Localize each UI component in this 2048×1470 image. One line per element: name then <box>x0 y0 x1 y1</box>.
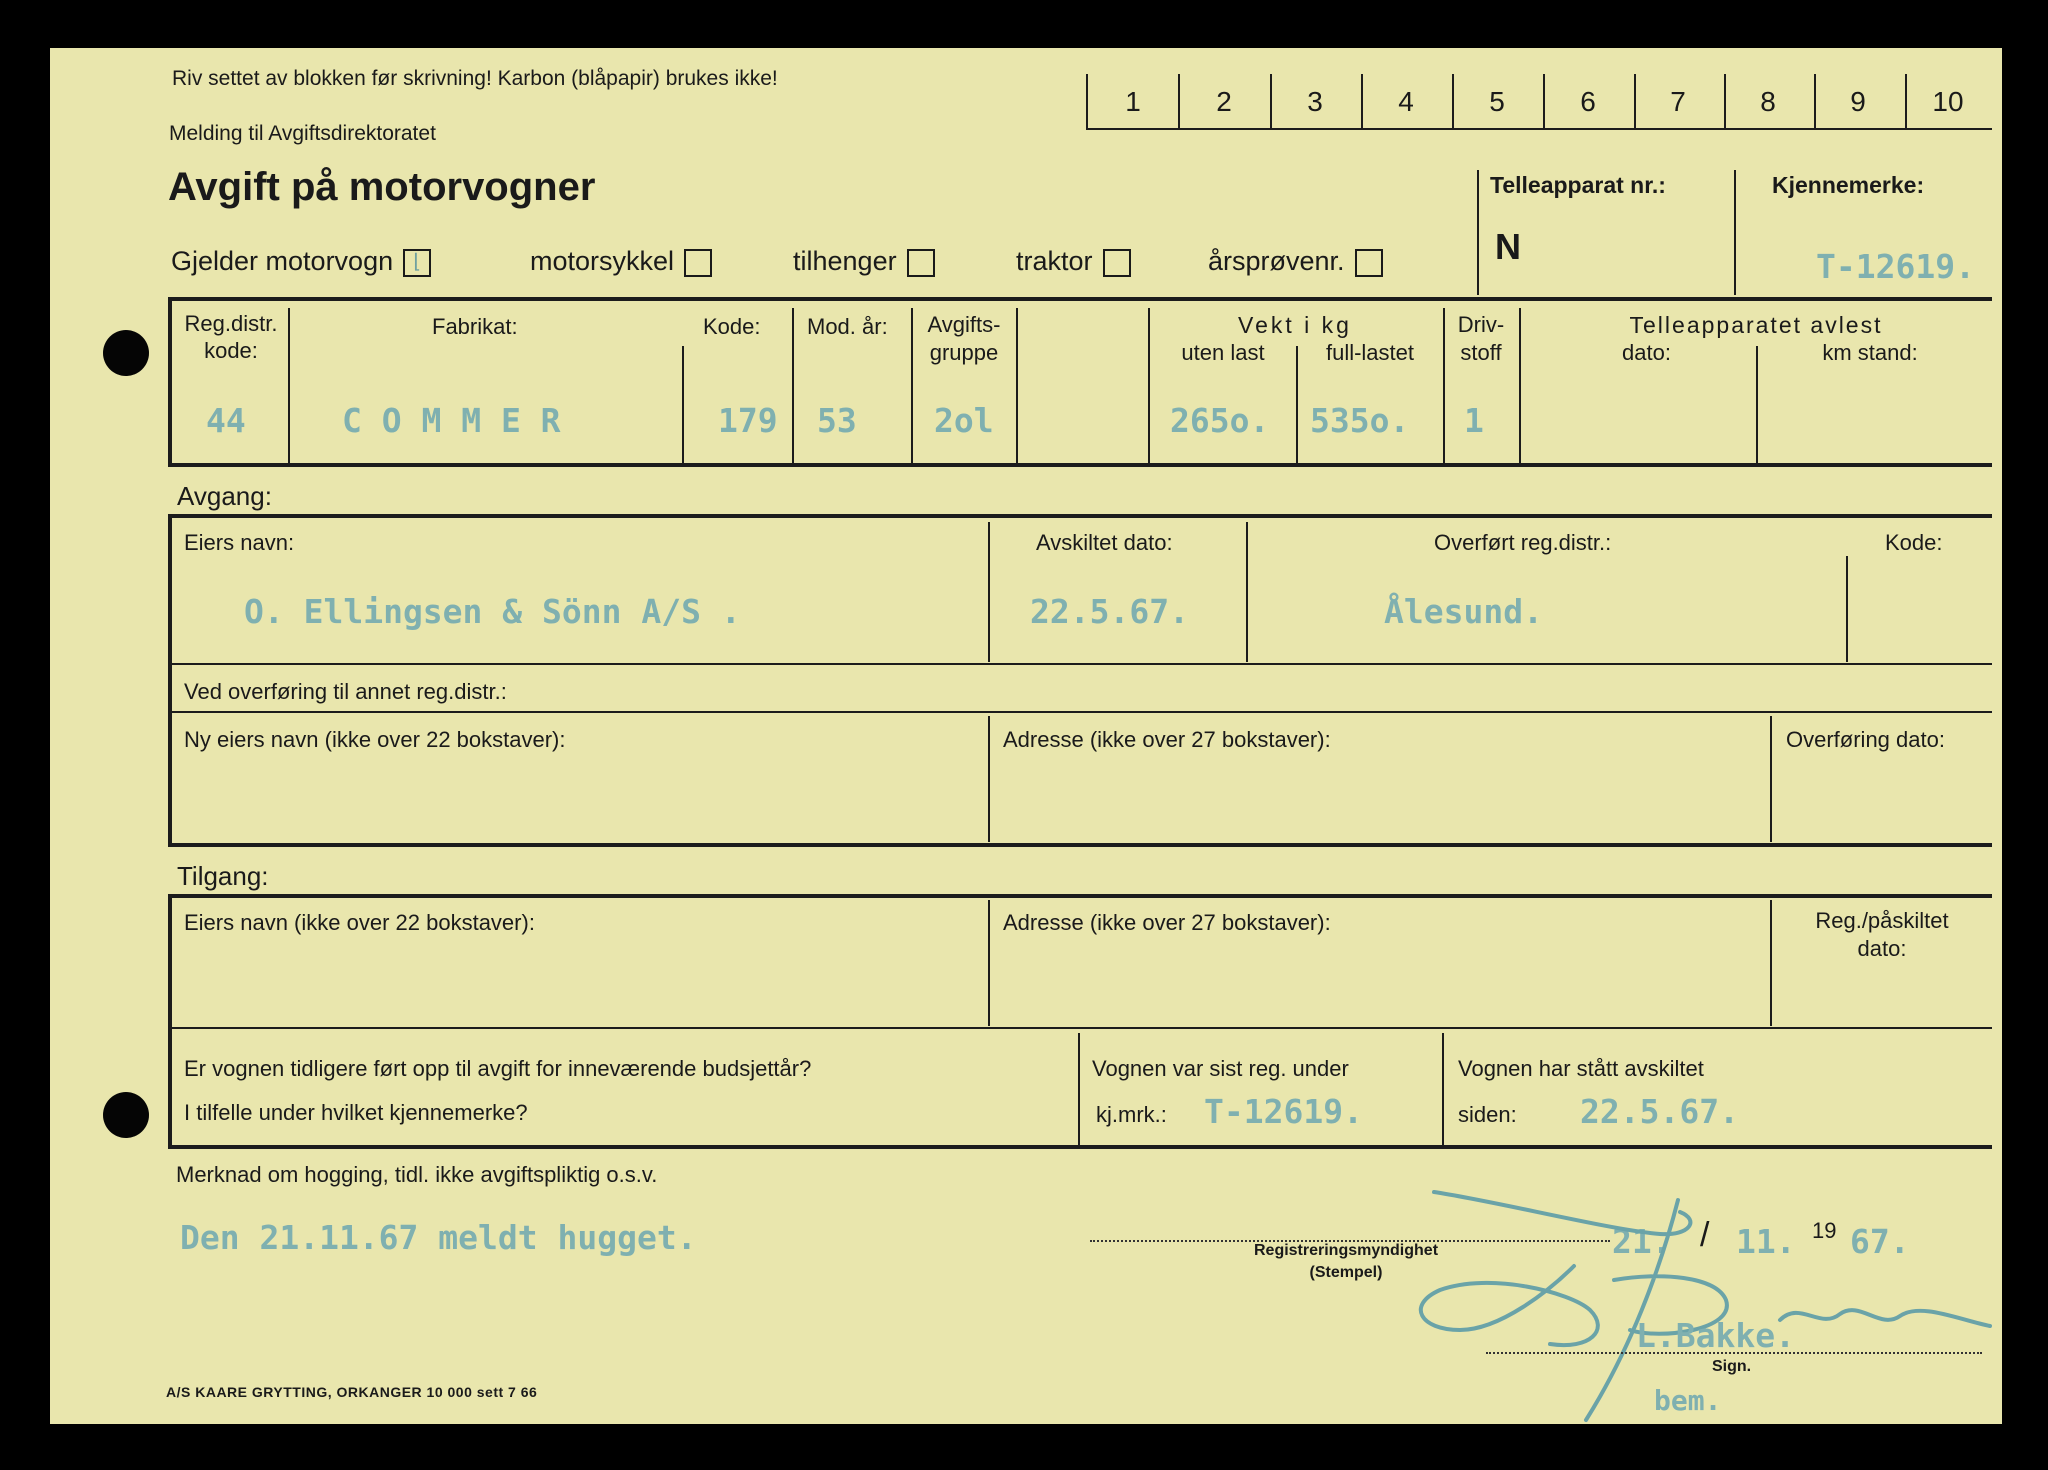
arsprovenr-checkbox[interactable] <box>1355 249 1383 277</box>
bem-text: bem. <box>1654 1384 1722 1417</box>
column-number: 5 <box>1489 86 1505 117</box>
punch-hole-top <box>103 330 149 376</box>
siden-label: siden: <box>1458 1102 1517 1127</box>
kjennemerke-label: Kjennemerke: <box>1772 172 1925 198</box>
column-number: 4 <box>1398 86 1414 117</box>
full-lastet-label: full-lastet <box>1325 340 1415 365</box>
avgang-kode-label: Kode: <box>1885 530 1943 555</box>
column-number: 1 <box>1125 86 1141 117</box>
motorvogn-checkbox[interactable]: ⌊ <box>403 249 431 277</box>
avgiftsgruppe-label-1: Avgifts- <box>927 312 1001 337</box>
printer-imprint: A/S KAARE GRYTTING, ORKANGER 10 000 sett 7 66 <box>166 1384 538 1400</box>
tilhenger-checkbox[interactable] <box>907 249 935 277</box>
reg-paskiltet-label: Reg./påskiltet <box>1815 908 1949 933</box>
kjmrk-value: T-12619. <box>1204 1092 1363 1131</box>
ny-eier-label: Ny eiers navn (ikke over 22 bokstaver): <box>184 727 566 752</box>
fabrikat-label: Fabrikat: <box>432 314 518 339</box>
drivstoff-label-1: Driv- <box>1457 312 1505 337</box>
overfort-label: Overført reg.distr.: <box>1434 530 1612 555</box>
arsprovenr-label: årsprøvenr. <box>1208 246 1345 276</box>
column-number: 2 <box>1216 86 1232 117</box>
uten-last-value: 265o. <box>1170 401 1270 440</box>
avgang-eier-value: O. Ellingsen & Sönn A/S . <box>244 592 741 631</box>
signer-name: L.Bakke. <box>1636 1316 1795 1355</box>
traktor-option <box>1016 246 1131 277</box>
merknad-label: Merknad om hogging, tidl. ikke avgiftspliktig o.s.v. <box>176 1162 658 1187</box>
column-number: 8 <box>1760 86 1776 117</box>
kjennemerke-value: T-12619. <box>1816 247 1975 286</box>
vehicle-table-bottom <box>168 463 1992 467</box>
stempel-label: (Stempel) <box>1309 1264 1383 1281</box>
sender-text: Melding til Avgiftsdirektoratet <box>169 122 436 145</box>
column-number: 9 <box>1850 86 1866 117</box>
traktor-checkbox[interactable] <box>1103 249 1131 277</box>
full-lastet-value: 535o. <box>1310 401 1410 440</box>
tilgang-adresse-label: Adresse (ikke over 27 bokstaver): <box>1003 910 1331 935</box>
date-month: 11. <box>1736 1222 1796 1261</box>
avgang-label: Avgang: <box>177 481 272 511</box>
motorsykkel-label: motorsykkel <box>530 246 675 276</box>
tilgang-table-top <box>168 894 1992 898</box>
date-separator: / <box>1700 1216 1710 1254</box>
page-title: Avgift på motorvogner <box>168 165 596 209</box>
kode-value: 179 <box>718 401 778 440</box>
avskiltet-siden-label: Vognen har stått avskiltet <box>1458 1056 1704 1081</box>
question-2: I tilfelle under hvilket kjennemerke? <box>184 1100 528 1125</box>
column-number: 3 <box>1307 86 1323 117</box>
arsprovenr-option <box>1208 246 1383 277</box>
regdistr-label: Reg.distr. kode: <box>184 311 278 363</box>
avgiftsgruppe-value: 2ol <box>934 401 994 440</box>
telleapparat-value: N <box>1495 226 1521 267</box>
reg-dato-label: dato: <box>1857 936 1907 961</box>
avgang-adresse-label: Adresse (ikke over 27 bokstaver): <box>1003 727 1331 752</box>
tilhenger-option <box>793 246 935 277</box>
tilgang-label: Tilgang: <box>177 861 269 891</box>
question-1: Er vognen tidligere ført opp til avgift for inneværende budsjettår? <box>184 1056 812 1081</box>
tilhenger-label: tilhenger <box>793 246 897 276</box>
column-number: 10 <box>1932 86 1964 117</box>
column-number: 7 <box>1670 86 1686 117</box>
kode-label: Kode: <box>703 314 761 339</box>
merknad-value: Den 21.11.67 meldt hugget. <box>180 1218 697 1257</box>
avgang-eier-label: Eiers navn: <box>184 530 295 555</box>
modar-label: Mod. år: <box>807 314 888 339</box>
motorsykkel-option <box>530 246 712 277</box>
telleapparat-label: Telleapparat nr.: <box>1490 172 1666 198</box>
uten-last-label: uten last <box>1181 340 1265 365</box>
applies-row <box>171 246 431 277</box>
date-day: 21. <box>1612 1222 1672 1261</box>
avgang-table-top <box>168 514 1992 518</box>
date-century: 19 <box>1812 1218 1837 1243</box>
overforing-dato-label: Overføring dato: <box>1786 727 1945 752</box>
sign-dotted-line <box>1486 1352 1982 1354</box>
instruction-text: Riv settet av blokken før skrivning! Karbon (blåpapir) brukes ikke! <box>172 67 778 90</box>
sist-reg-label: Vognen var sist reg. under <box>1092 1056 1349 1081</box>
motorvogn-label: Gjelder motorvogn <box>171 246 394 276</box>
regdistr-value: 44 <box>206 401 246 440</box>
registreringsmyndighet-label: Registreringsmyndighet <box>1253 1242 1439 1259</box>
avlest-label: Telleapparatet avlest <box>1629 312 1883 338</box>
km-stand-label: km stand: <box>1822 340 1918 365</box>
vekt-label: Vekt i kg <box>1238 312 1352 338</box>
drivstoff-label-2: stoff <box>1460 340 1502 365</box>
avgiftsgruppe-label-2: gruppe <box>929 340 999 365</box>
tilgang-eier-label: Eiers navn (ikke over 22 bokstaver): <box>184 910 535 935</box>
sign-label: Sign. <box>1712 1358 1752 1375</box>
fabrikat-value: C O M M E R <box>342 401 561 440</box>
avskiltet-value: 22.5.67. <box>1030 592 1189 631</box>
tilgang-table-bottom <box>168 1145 1992 1149</box>
avgang-table-bottom <box>168 843 1992 847</box>
siden-value: 22.5.67. <box>1580 1092 1739 1131</box>
ved-overforing-label: Ved overføring til annet reg.distr.: <box>184 679 507 704</box>
avskiltet-label: Avskiltet dato: <box>1036 530 1173 555</box>
traktor-label: traktor <box>1016 246 1093 276</box>
kjmrk-label: kj.mrk.: <box>1096 1102 1167 1127</box>
drivstoff-value: 1 <box>1464 401 1484 440</box>
motorsykkel-checkbox[interactable] <box>684 249 712 277</box>
modar-value: 53 <box>817 401 857 440</box>
date-year: 67. <box>1850 1222 1910 1261</box>
avlest-dato-label: dato: <box>1622 340 1671 365</box>
column-number: 6 <box>1580 86 1596 117</box>
vehicle-table-top <box>168 297 1992 301</box>
punch-hole-bottom <box>103 1092 149 1138</box>
overfort-value: Ålesund. <box>1384 592 1543 631</box>
